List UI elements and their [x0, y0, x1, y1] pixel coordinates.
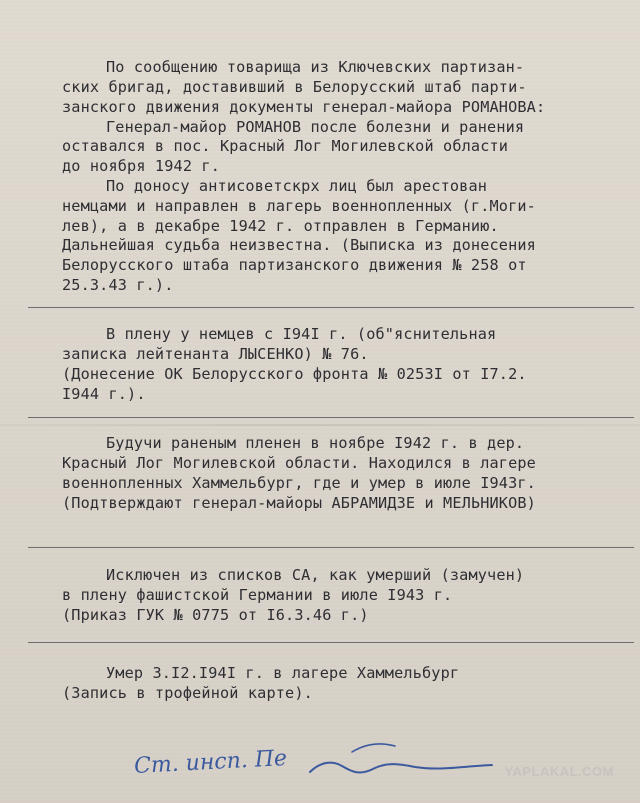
text-line: лев), а в декабре 1942 г. отправлен в Германию. [62, 217, 499, 235]
text-line: Белорусского штаба партизанского движения № 258 от [62, 256, 527, 274]
signature-text: Ст. инсп. Пе [133, 746, 288, 779]
text-line: Красный Лог Могилевской области. Находился в лагере [62, 454, 536, 472]
text-line: В плену у немцев с I94I г. (об"яснительная [106, 325, 497, 343]
text-line: немцами и направлен в лагерь военнопленных (г.Моги- [62, 197, 536, 215]
separator-line [28, 417, 634, 418]
text-line: По доносу антисоветскрх лиц был арестован [106, 177, 488, 195]
separator-line [28, 642, 634, 643]
text-line: 25.3.43 г.). [62, 276, 174, 294]
text-line: занского движения документы генерал-майора РОМАНОВА: [62, 98, 546, 116]
paper-fold [0, 424, 640, 426]
text-line: Будучи раненым пленен в ноябре I942 г. в дер. [106, 434, 525, 452]
text-line: в плену фашистской Германии в июле I943 г. [62, 586, 453, 604]
text-line: I944 г.). [62, 385, 146, 403]
separator-line [28, 307, 634, 308]
text-line: ских бригад, доставивший в Белорусский штаб парти- [62, 78, 527, 96]
text-line: (Приказ ГУК № 0775 от I6.3.46 г.) [62, 606, 369, 624]
text-line: Умер 3.I2.I94I г. в лагере Хаммельбург [106, 664, 460, 682]
text-line: до ноября 1942 г. [62, 157, 220, 175]
separator-line [28, 547, 634, 548]
text-line: (Подтверждают генерал-майоры АБРАМИДЗЕ и МЕЛЬНИКОВ) [62, 494, 536, 512]
text-line: военнопленных Хаммельбург, где и умер в июле I943г. [62, 474, 536, 492]
watermark-text: YAPLAKAL.COM [504, 764, 614, 779]
text-line: По сообщению товарища из Ключевских партизан- [106, 58, 525, 76]
text-line: Исключен из списков СА, как умерший (замучен) [106, 566, 525, 584]
text-line: (Запись в трофейной карте). [62, 684, 313, 702]
text-line: оставался в пос. Красный Лог Могилевской области [62, 137, 509, 155]
text-line: Генерал-майор РОМАНОВ после болезни и ранения [106, 118, 525, 136]
signature [120, 732, 540, 792]
text-line: (Донесение ОК Белорусского фронта № 0253I от I7.2. [62, 365, 527, 383]
text-line: записка лейтенанта ЛЫСЕНКО) № 76. [62, 345, 369, 363]
text-line: Дальнейшая судьба неизвестна. (Выписка из донесения [62, 236, 536, 254]
